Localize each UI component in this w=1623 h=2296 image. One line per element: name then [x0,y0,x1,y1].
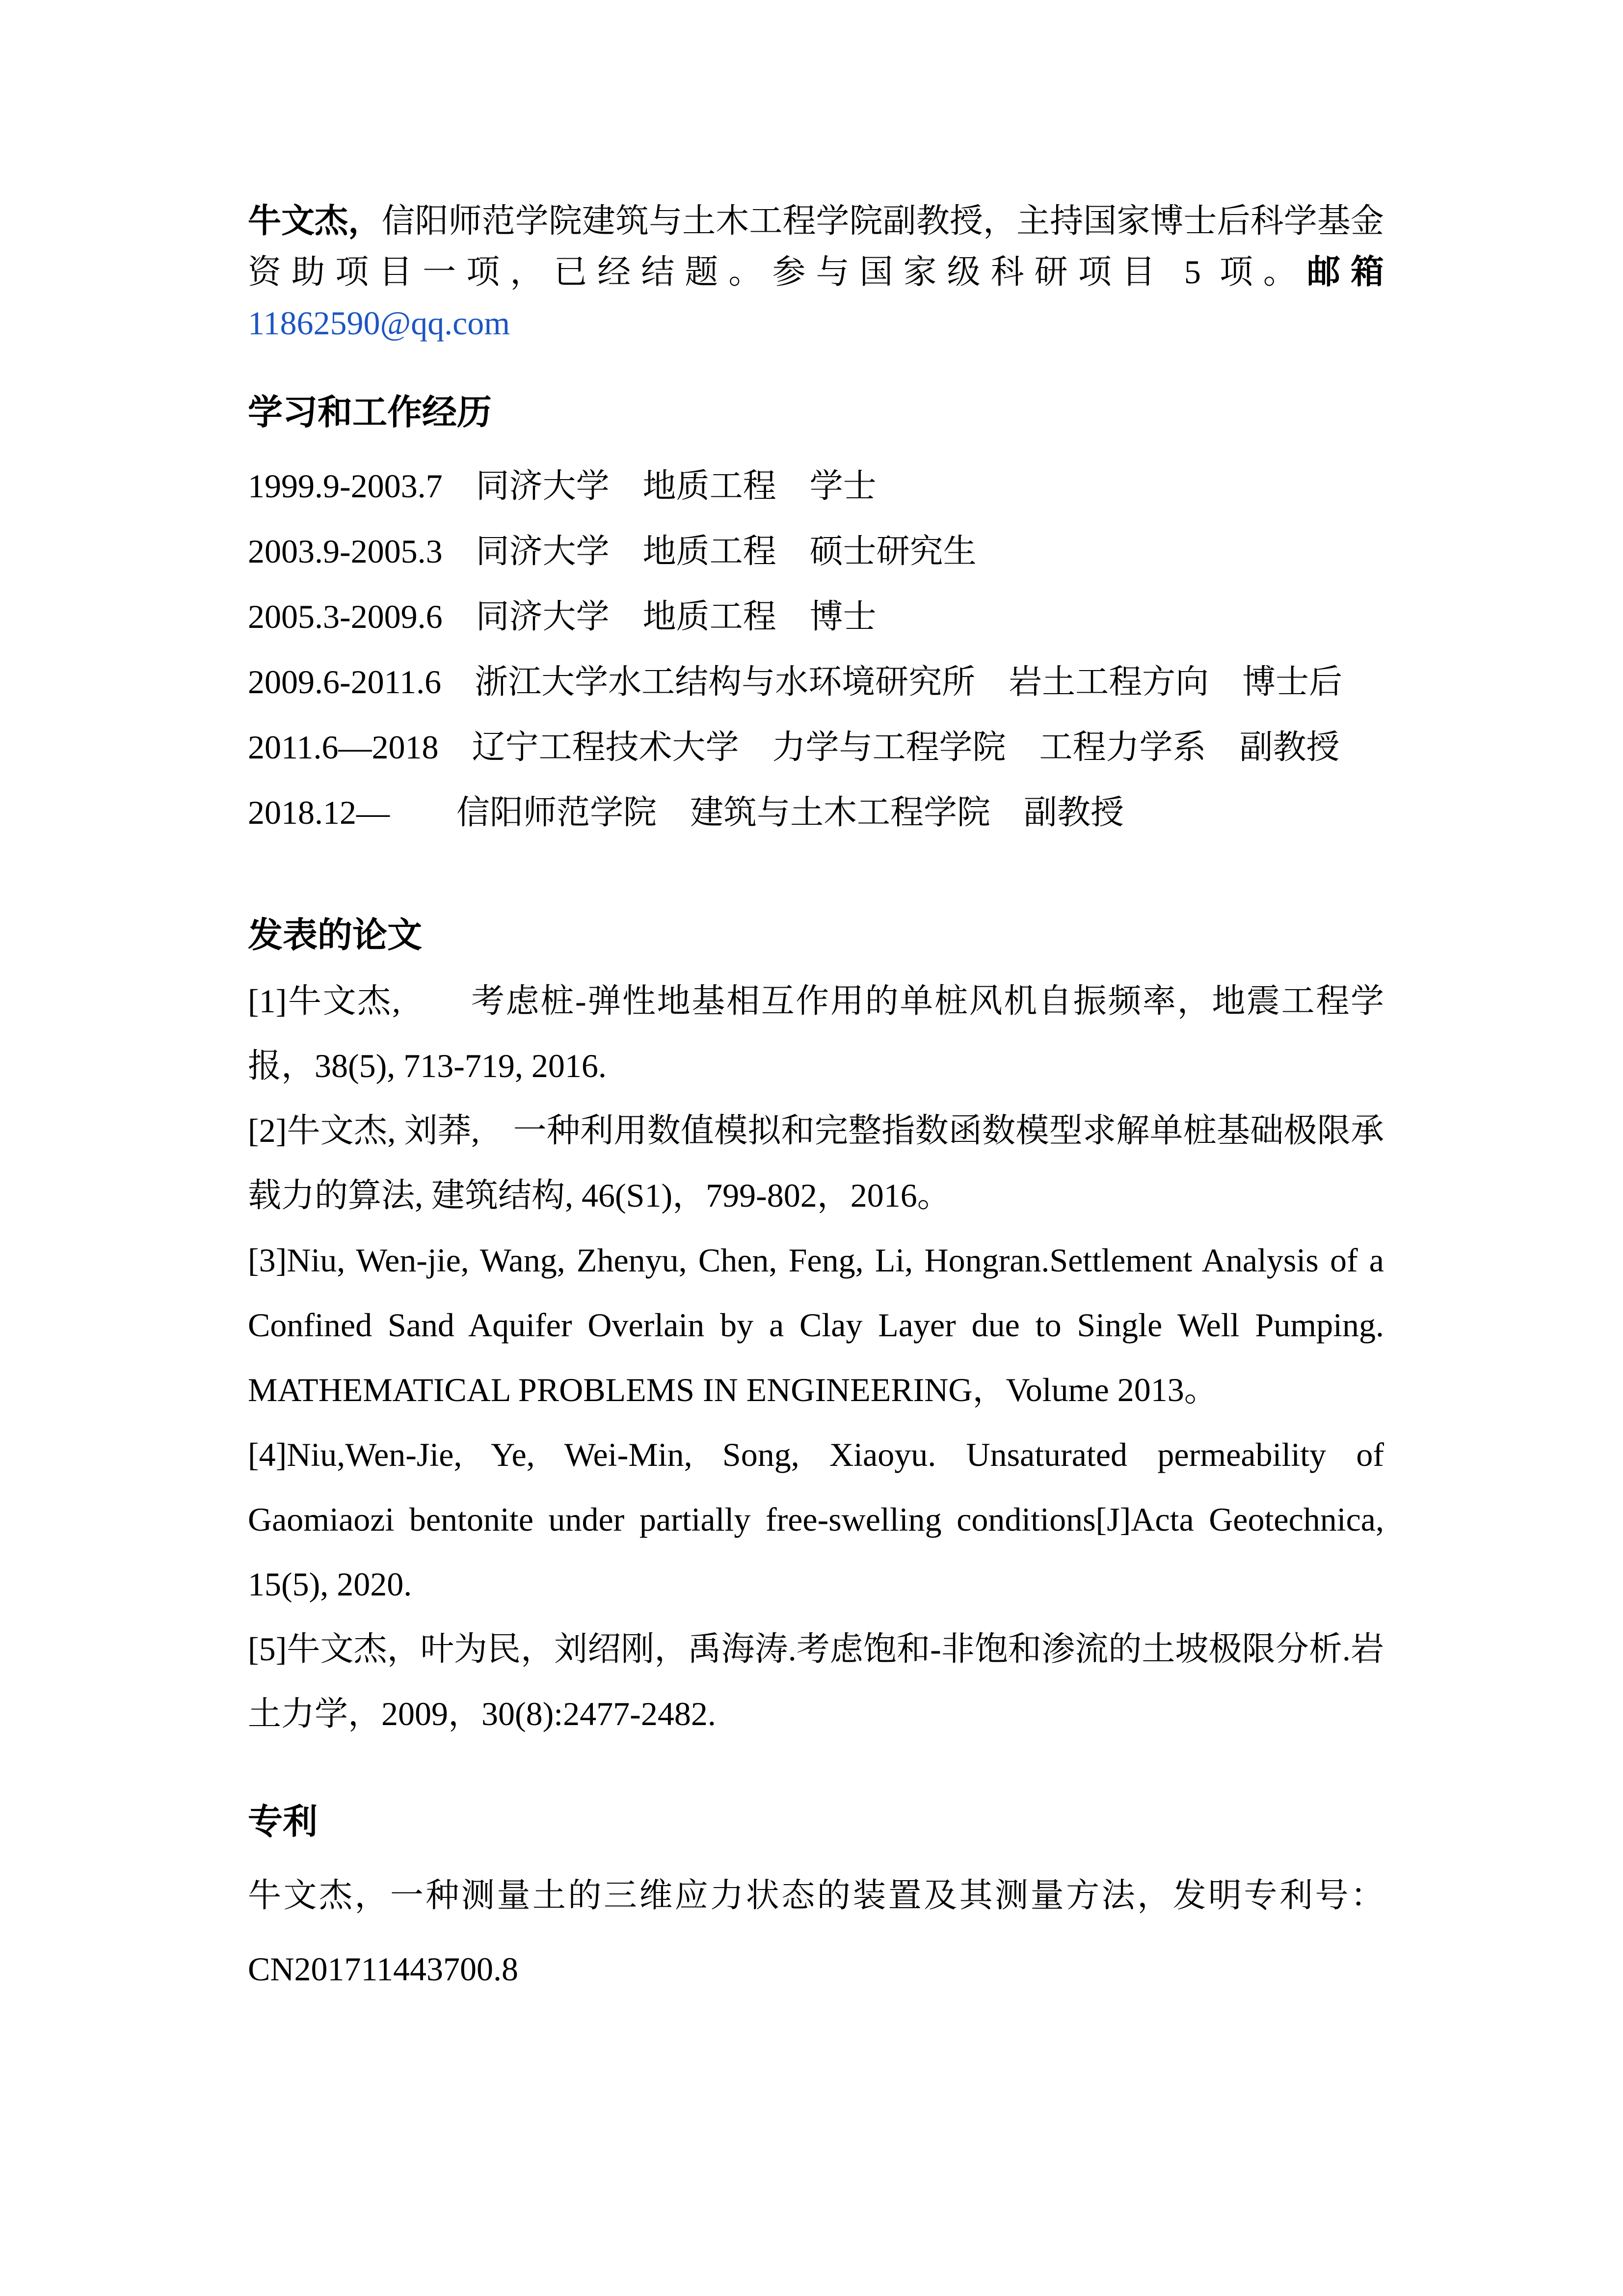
publication-entry: [3]Niu, Wen-jie, Wang, Zhenyu, Chen, Feng, Li, Hongran.Settlement Analysis of a Confined Sand Aquifer Overlain by a Clay Layer due to Single Well Pumping. MATHEMATICAL PROBLEMS IN ENGINEERING，Volume 2013。 [248,1242,1384,1408]
education-entry: 2011.6—2018 辽宁工程技术大学 力学与工程学院 工程力学系 副教授 [248,729,1340,766]
education-entry: 2003.9-2005.3 同济大学 地质工程 硕士研究生 [248,533,977,570]
publications-list [248,969,1384,1746]
patent-section [248,1859,1384,2006]
section-heading-publications: 发表的论文 [248,917,423,955]
publication-entry: [5]牛文杰，叶为民，刘绍刚，禹海涛.考虑饱和-非饱和渗流的土坡极限分析.岩土力学，2009，30(8):2477-2482. [248,1630,1384,1732]
education-entry: 2009.6-2011.6 浙江大学水工结构与水环境研究所 岩土工程方向 博士后 [248,663,1343,701]
document-content [248,0,1384,2006]
email-label: 邮箱 [1306,253,1384,291]
intro-text: 信阳师范学院建筑与土木工程学院副教授，主持国家博士后科学基金资助项目一项，已经结题。参与国家级科研项目 5 项。 [248,202,1384,291]
email-link[interactable]: 11862590@qq.com [248,304,510,342]
publication-entry: [4]Niu,Wen-Jie, Ye, Wei-Min, Song, Xiaoyu. Unsaturated permeability of Gaomiaozi bentonite under partially free-swelling conditions[J]Acta Geotechnica, 15(5), 2020. [248,1436,1384,1603]
section-heading-education: 学习和工作经历 [248,394,492,432]
section-heading-patent: 专利 [248,1803,318,1841]
publication-entry: [1]牛文杰, 考虑桩-弹性地基相互作用的单桩风机自振频率，地震工程学报，38(5), 713-719, 2016. [248,982,1384,1084]
education-entry: 1999.9-2003.7 同济大学 地质工程 学士 [248,467,877,505]
patent-entry: 牛文杰，一种测量土的三维应力状态的装置及其测量方法，发明专利号：CN201711443700.8 [248,1877,1384,1988]
intro-paragraph [248,195,1384,349]
person-name: 牛文杰， [248,202,382,240]
education-entry: 2005.3-2009.6 同济大学 地质工程 博士 [248,598,877,635]
education-list [248,454,1384,845]
education-entry: 2018.12— 信阳师范学院 建筑与土木工程学院 副教授 [248,794,1124,831]
publication-entry: [2]牛文杰, 刘莽, 一种利用数值模拟和完整指数函数模型求解单桩基础极限承载力的算法, 建筑结构, 46(S1)，799-802，2016。 [248,1112,1384,1214]
